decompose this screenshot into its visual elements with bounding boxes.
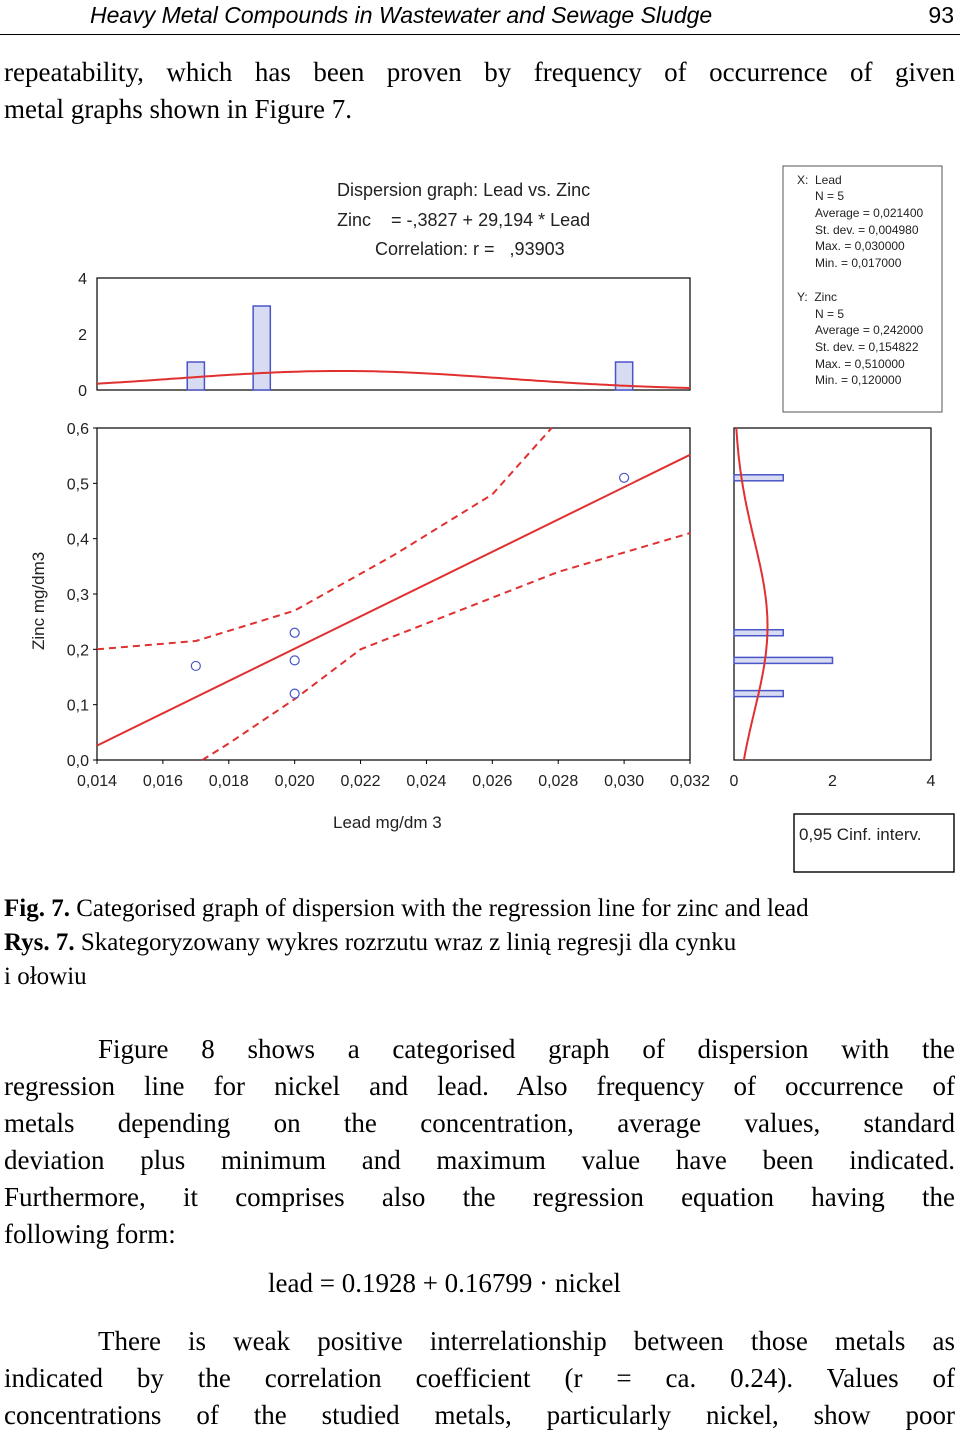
right-histogram [730,428,936,790]
right-hist-bar [734,630,783,636]
scatter-point [620,473,629,482]
figure-caption-text-pl: Skategoryzowany wykres rozrzutu wraz z linią regresji dla cynku [80,929,737,956]
scatter-plot [67,421,710,790]
figure-label-pl: Rys. 7. [4,929,75,956]
figure-caption-text: Categorised graph of dispersion with the regression line for zinc and lead [76,895,809,922]
y-axis-label: Zinc mg/dm3 [29,551,48,650]
stats-x-line-4: Max. = 0,030000 [815,239,905,253]
regression-equation: lead = 0.1928 + 0.16799 · nickel [268,1268,621,1298]
body-p1-line-6: following form: [4,1219,176,1249]
right-hist-bar [734,657,833,663]
confidence-band-upper [97,428,552,649]
body-p2-line-3: concentrations of the studied metals, particularly nickel, show poor [4,1400,955,1430]
figure-caption-en [4,892,955,926]
intro-line-1: repeatability, which has been proven by frequency of occurrence of given [4,57,955,87]
top-hist-bar [253,306,270,390]
scatter-point [290,689,299,698]
figure-caption-pl [4,926,955,960]
x-tick-label: 0,018 [208,773,249,790]
top-histogram [78,271,690,400]
stats-y-line-4: Max. = 0,510000 [815,357,905,371]
x-tick-label: 0,032 [669,773,711,790]
body-p1-line-1: Figure 8 shows a categorised graph of dispersion with the [98,1034,955,1064]
stats-y-line-5: Min. = 0,120000 [815,373,902,387]
figure-caption-pl-line-2: i ołowiu [4,963,87,990]
top-hist-normal-curve [97,371,690,388]
x-tick-label: 0,026 [472,773,513,790]
y-tick-label: 0,5 [66,476,89,494]
x-axis-label: Lead mg/dm 3 [333,813,442,832]
stats-x-line-5: Min. = 0,017000 [815,256,902,270]
legend-label: 0,95 Cinf. interv. [799,825,922,844]
x-tick-label: 0,030 [604,773,645,790]
body-p2-line-1: There is weak positive interrelationship between those metals as [98,1326,955,1356]
running-title: Heavy Metal Compounds in Wastewater and Sewage Sludge [90,2,713,28]
stats-y-line-0: Y: Zinc [797,290,838,304]
figure-label: Fig. 7. [4,895,70,922]
chart-title-line-2: Zinc = -,3827 + 29,194 * Lead [337,210,591,230]
scatter-point [290,628,299,637]
page-number: 93 [928,2,954,28]
right-hist-x-tick-label: 2 [828,773,837,790]
scatter-point [191,661,200,670]
regression-line [97,455,690,746]
stats-y-line-1: N = 5 [815,307,845,321]
body-p1-line-3: metals depending on the concentration, average values, standard [4,1108,955,1138]
stats-y-line-3: St. dev. = 0,154822 [815,340,919,354]
stats-x-line-1: N = 5 [815,189,845,203]
right-hist-x-tick-label: 0 [729,773,739,790]
x-tick-label: 0,014 [76,773,118,790]
chart-title-line-1: Dispersion graph: Lead vs. Zinc [337,180,591,200]
scatter-frame [97,428,690,760]
y-tick-label: 0,1 [66,697,89,715]
x-tick-label: 0,028 [538,773,579,790]
top-hist-y-tick-label: 0 [78,383,87,400]
y-tick-label: 0,0 [66,753,89,770]
stats-y-line-2: Average = 0,242000 [815,323,924,337]
y-tick-label: 0,3 [66,587,89,604]
top-histogram-frame [97,278,690,390]
figure-svg [0,150,960,890]
stats-x-line-2: Average = 0,021400 [815,206,924,220]
running-header [0,0,960,35]
y-tick-label: 0,2 [66,642,89,660]
scatter-point [290,656,299,665]
body-p2-line-2: indicated by the correlation coefficient (r = ca. 0.24). Values of [4,1363,955,1393]
x-tick-label: 0,020 [274,773,315,790]
stats-x-line-3: St. dev. = 0,004980 [815,223,919,237]
y-tick-label: 0,6 [66,421,89,438]
figure-7 [0,150,960,890]
top-hist-y-tick-label: 4 [78,271,87,288]
x-tick-label: 0,024 [406,773,447,790]
top-hist-y-tick-label: 2 [78,327,87,344]
intro-line-2: metal graphs shown in Figure 7. [4,94,352,124]
right-hist-x-tick-label: 4 [926,773,936,790]
confidence-band-lower [202,533,690,760]
x-tick-label: 0,022 [340,773,381,790]
chart-title-line-3: Correlation: r = ,93903 [375,239,565,259]
y-tick-label: 0,4 [66,531,89,549]
stats-x-line-0: X: Lead [797,173,842,187]
body-p1-line-4: deviation plus minimum and maximum value have been indicated. [4,1145,955,1175]
x-tick-label: 0,016 [142,773,183,790]
body-p1-line-2: regression line for nickel and lead. Also frequency of occurrence of [4,1071,955,1101]
body-p1-line-5: Furthermore, it comprises also the regression equation having the [4,1182,955,1212]
chart-title-block [337,180,590,259]
